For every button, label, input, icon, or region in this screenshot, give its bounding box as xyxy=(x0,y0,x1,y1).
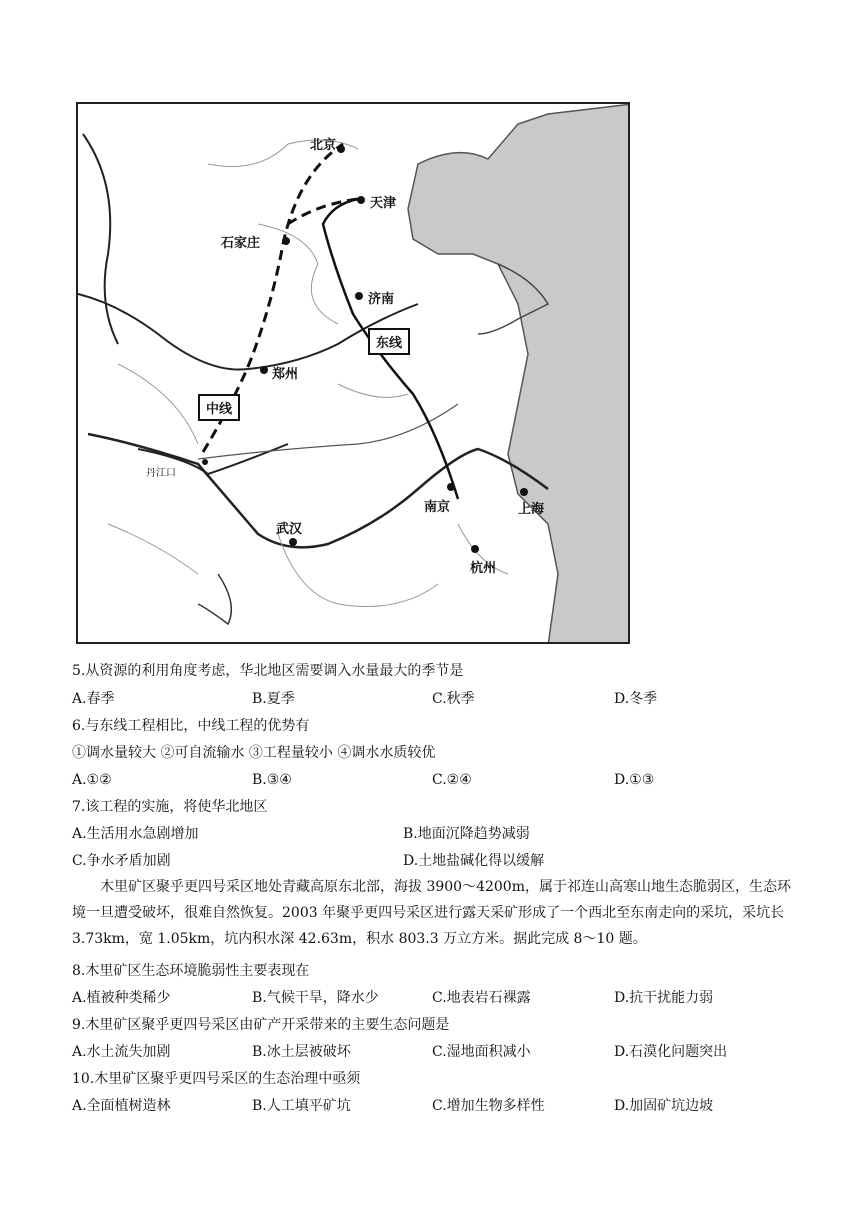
q7-option-a: A.生活用水急剧增加 xyxy=(72,826,199,842)
label-tianjin: 天津 xyxy=(370,196,397,211)
q7-option-c: C.争水矛盾加剧 xyxy=(72,853,171,869)
label-nanjing: 南京 xyxy=(424,500,451,515)
q10-option-b: B.人工填平矿坑 xyxy=(252,1098,351,1114)
q9-option-b: B.冰土层被破坏 xyxy=(252,1044,351,1060)
q7-stem: 7.该工程的实施，将使华北地区 xyxy=(72,799,268,815)
q5-option-a: A.春季 xyxy=(72,691,115,707)
q5-stem: 5.从资源的利用角度考虑，华北地区需要调入水量最大的季节是 xyxy=(72,663,464,679)
label-wuhan: 武汉 xyxy=(276,522,303,537)
label-middle-route: 中线 xyxy=(198,394,240,421)
q5-option-d: D.冬季 xyxy=(614,691,658,707)
south-river xyxy=(198,574,231,624)
label-shijiazhuang: 石家庄 xyxy=(221,236,261,251)
q8-stem: 8.木里矿区生态环境脆弱性主要表现在 xyxy=(72,963,310,979)
q9-stem: 9.木里矿区聚乎更四号采区由矿产开采带来的主要生态问题是 xyxy=(72,1017,450,1033)
label-beijing: 北京 xyxy=(310,138,337,153)
q6-items: ①调水量较大 ②可自流输水 ③工程量较小 ④调水水质较优 xyxy=(72,745,436,761)
q9-option-d: D.石漠化问题突出 xyxy=(614,1044,728,1060)
label-danjiangkou: 丹江口 xyxy=(146,468,176,479)
q10-option-d: D.加固矿坑边坡 xyxy=(614,1098,714,1114)
label-shanghai: 上海 xyxy=(518,502,545,517)
q8-option-d: D.抗干扰能力弱 xyxy=(614,990,714,1006)
q6-option-c: C.②④ xyxy=(432,772,472,788)
q7-option-b: B.地面沉降趋势减弱 xyxy=(403,826,530,842)
west-river xyxy=(83,134,118,344)
yangtze-river xyxy=(88,434,548,547)
q5-option-c: C.秋季 xyxy=(432,691,475,707)
label-hangzhou: 杭州 xyxy=(470,561,497,576)
label-jinan: 济南 xyxy=(368,292,395,307)
q8-option-a: A.植被种类稀少 xyxy=(72,990,171,1006)
q6-stem: 6.与东线工程相比，中线工程的优势有 xyxy=(72,718,310,734)
label-zhengzhou: 郑州 xyxy=(272,367,299,382)
q10-option-a: A.全面植树造林 xyxy=(72,1098,171,1114)
q6-option-a: A.①② xyxy=(72,772,112,788)
q10-stem: 10.木里矿区聚乎更四号采区的生态治理中亟须 xyxy=(72,1071,361,1087)
q9-option-c: C.湿地面积减小 xyxy=(432,1044,531,1060)
q8-option-c: C.地表岩石裸露 xyxy=(432,990,531,1006)
water-diversion-map xyxy=(76,102,630,644)
q5-option-b: B.夏季 xyxy=(252,691,295,707)
q6-option-d: D.①③ xyxy=(614,772,655,788)
q10-option-c: C.增加生物多样性 xyxy=(432,1098,545,1114)
q6-option-b: B.③④ xyxy=(252,772,292,788)
sea-area xyxy=(408,104,630,644)
map-graphic xyxy=(78,104,630,644)
passage-text: 木里矿区聚乎更四号采区地处青藏高原东北部，海拔 3900～4200m，属于祁连山高寒山地生态脆弱区，生态环境一旦遭受破坏，很难自然恢复。2003 年聚乎更四号采区进行露天采矿形成了一个西北至东南走向的采坑，采坑长 3.73km，宽 1.05km，坑内积水深 42.63m，积水 803.3 万立方米。据此完成 8～10 题。 xyxy=(72,879,791,947)
yellow-river xyxy=(78,294,418,370)
q7-option-d: D.土地盐碱化得以缓解 xyxy=(403,853,545,869)
label-east-route: 东线 xyxy=(368,328,410,355)
q9-option-a: A.水土流失加剧 xyxy=(72,1044,171,1060)
q8-option-b: B.气候干旱，降水少 xyxy=(252,990,379,1006)
